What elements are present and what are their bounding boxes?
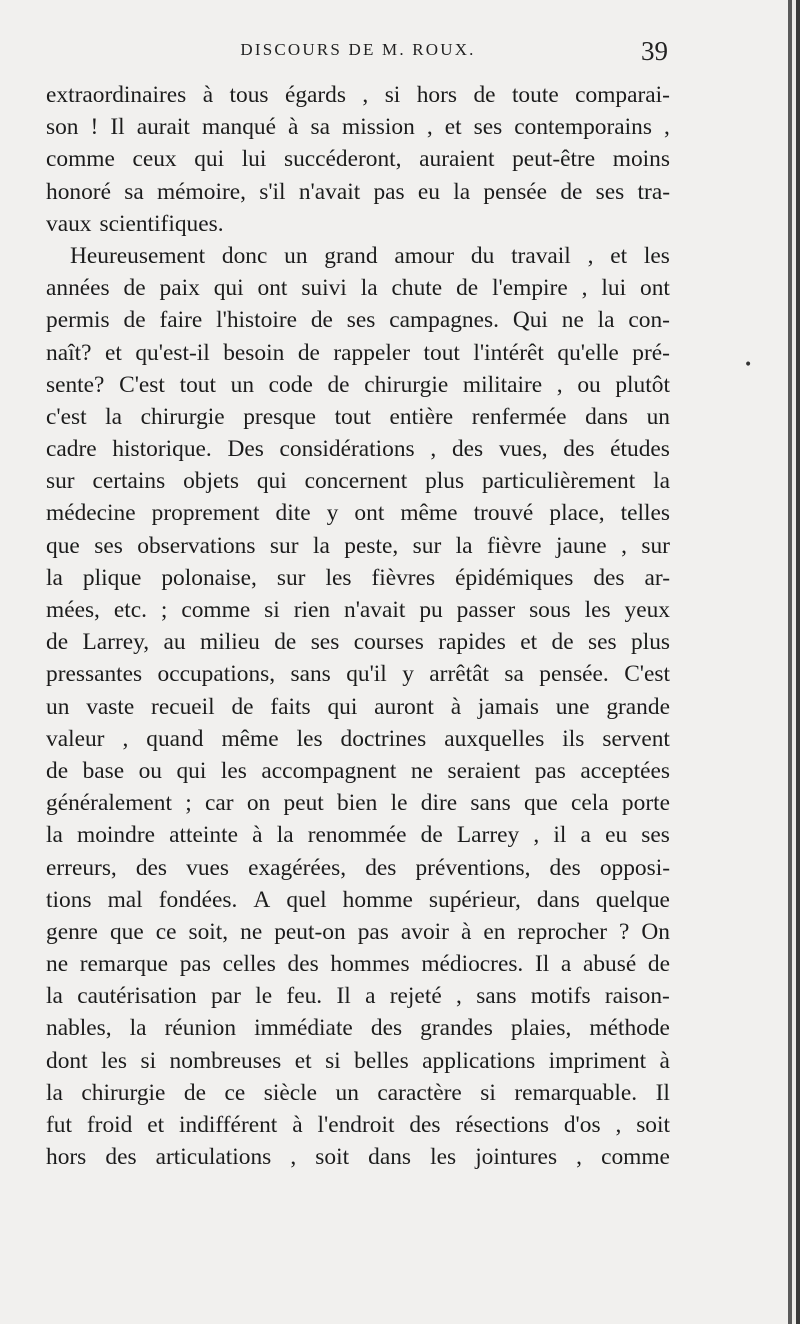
text-line: valeur , quand même les doctrines auxquelles ils servent xyxy=(46,725,670,752)
page-header xyxy=(48,36,668,66)
text-line: nables, la réunion immédiate des grandes plaies, méthode xyxy=(46,1015,670,1042)
text-line: cadre historique. Des considérations , des vues, des études xyxy=(46,436,670,463)
text-line: la plique polonaise, sur les fièvres épidémiques des ar- xyxy=(46,564,670,591)
text-line: naît? et qu'est-il besoin de rappeler tout l'intérêt qu'elle pré- xyxy=(46,339,670,366)
running-title: DISCOURS DE M. ROUX. xyxy=(240,40,476,59)
text-line: de base ou qui les accompagnent ne seraient pas acceptées xyxy=(46,757,670,784)
text-line: Heureusement donc un grand amour du travail , et les xyxy=(70,242,670,269)
text-line: dont les si nombreuses et si belles applications impriment à xyxy=(46,1047,670,1074)
text-line: comme ceux qui lui succéderont, auraient peut-être moins xyxy=(46,146,670,173)
text-line: sur certains objets qui concernent plus particulièrement la xyxy=(46,468,670,495)
body-text xyxy=(46,79,670,1173)
text-line: honoré sa mémoire, s'il n'avait pas eu la pensée de ses tra- xyxy=(46,178,670,205)
text-line: la chirurgie de ce siècle un caractère si remarquable. Il xyxy=(46,1079,670,1106)
text-line: médecine proprement dite y ont même trouvé place, telles xyxy=(46,500,670,527)
text-line: genre que ce soit, ne peut-on pas avoir à en reprocher ? On xyxy=(46,918,670,945)
text-line: erreurs, des vues exagérées, des préventions, des opposi- xyxy=(46,854,670,881)
text-line: tions mal fondées. A quel homme supérieur, dans quelque xyxy=(46,886,670,913)
text-line: années de paix qui ont suivi la chute de l'empire , lui ont xyxy=(46,275,670,302)
text-line: pressantes occupations, sans qu'il y arrêtât sa pensée. C'est xyxy=(46,661,670,688)
text-line: mées, etc. ; comme si rien n'avait pu passer sous les yeux xyxy=(46,597,670,623)
text-line: son ! Il aurait manqué à sa mission , et ses contemporains , xyxy=(46,114,670,141)
page-number: 39 xyxy=(641,36,668,66)
page-edge-shadow xyxy=(796,0,800,1324)
text-line: ne remarque pas celles des hommes médiocres. Il a abusé de xyxy=(46,951,670,978)
text-line: extraordinaires à tous égards , si hors de toute comparai- xyxy=(46,82,670,108)
text-line: que ses observations sur la peste, sur la fièvre jaune , sur xyxy=(46,532,670,559)
text-line: généralement ; car on peut bien le dire sans que cela porte xyxy=(46,790,670,817)
text-line: un vaste recueil de faits qui auront à jamais une grande xyxy=(46,693,670,720)
text-line: vaux scientifiques. xyxy=(46,210,224,237)
text-line: sente? C'est tout un code de chirurgie militaire , ou plutôt xyxy=(46,371,670,398)
text-line: permis de faire l'histoire de ses campagnes. Qui ne la con- xyxy=(46,307,670,334)
text-line: la cautérisation par le feu. Il a rejeté , sans motifs raison- xyxy=(46,983,670,1010)
text-line: la moindre atteinte à la renommée de Larrey , il a eu ses xyxy=(46,822,670,849)
text-line: c'est la chirurgie presque tout entière renfermée dans un xyxy=(46,403,670,430)
text-line: de Larrey, au milieu de ses courses rapides et de ses plus xyxy=(46,629,670,656)
text-line: fut froid et indifférent à l'endroit des résections d'os , soit xyxy=(46,1112,670,1138)
margin-dot: • xyxy=(744,357,753,373)
text-line: hors des articulations , soit dans les jointures , comme xyxy=(46,1144,670,1171)
